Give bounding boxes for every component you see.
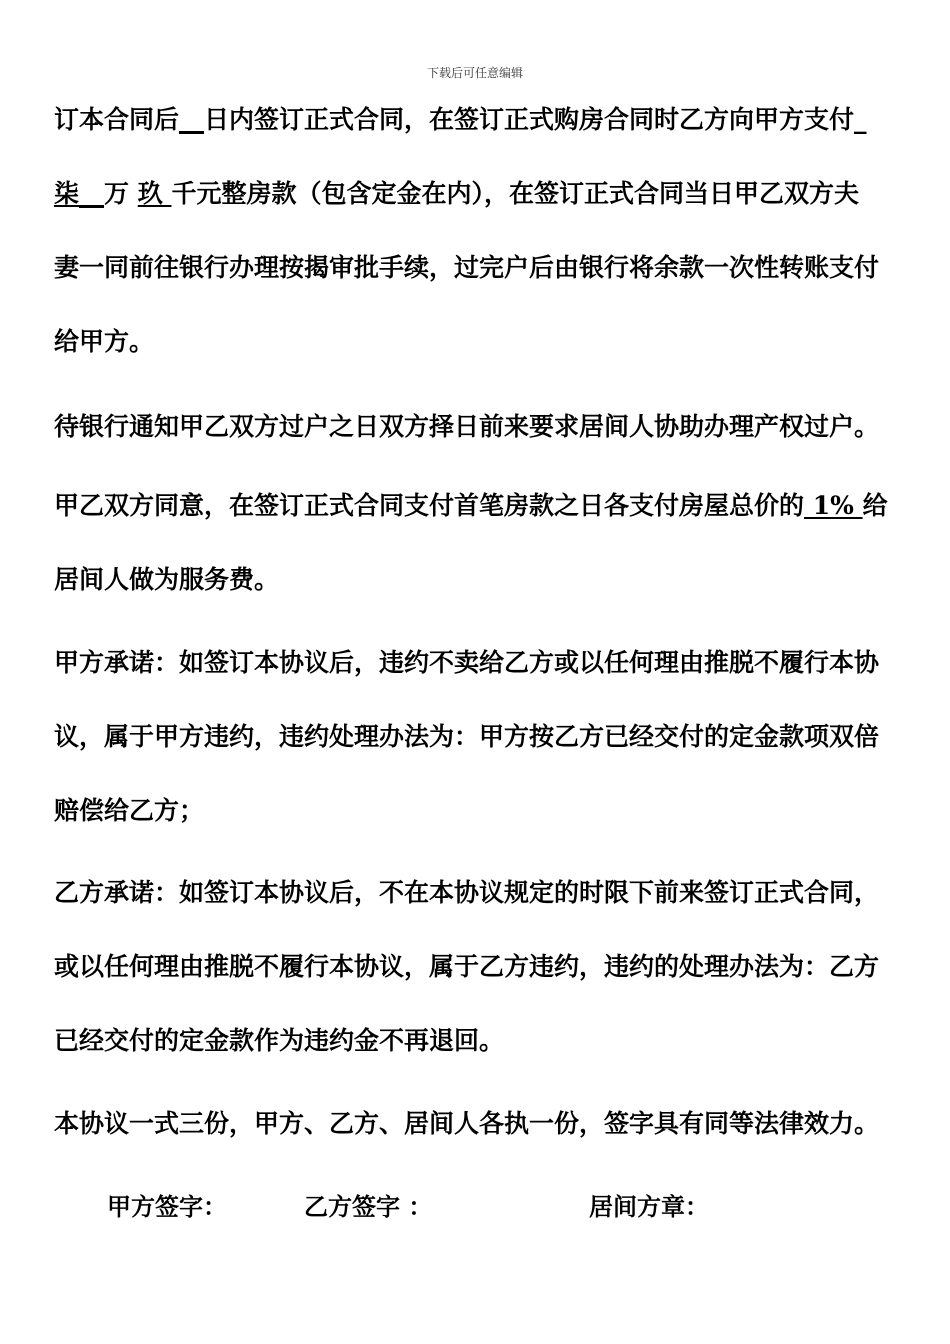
paragraph-2-line-1: 待银行通知甲乙双方过户之日双方择日前来要求居间人协助办理产权过户。: [54, 412, 880, 441]
text-segment: 订本合同后: [54, 105, 180, 134]
paragraph-1-line-3: 妻一同前往银行办理按揭审批手续，过完户后由银行将余款一次性转账支付: [54, 253, 880, 282]
text-segment: 万: [104, 179, 138, 208]
paragraph-1-line-1: [54, 103, 904, 137]
text-segment: 甲乙双方同意，在签订正式合同支付首笔房款之日各支付房屋总价的: [54, 491, 805, 520]
page-header: 下载后可任意编辑: [426, 66, 523, 80]
paragraph-5-line-2: 或以任何理由推脱不履行本协议，属于乙方违约，违约的处理办法为：乙方: [54, 952, 880, 981]
paragraph-1-line-2: [54, 177, 904, 211]
blank-days: __: [179, 105, 205, 134]
paragraph-4-line-3: 赔偿给乙方；: [54, 796, 205, 825]
service-fee-rate: 1%: [804, 491, 863, 520]
paragraph-6-line-1: 本协议一式三份，甲方、乙方、居间人各执一份，签字具有同等法律效力。: [54, 1109, 880, 1138]
amount-wan: 柒__: [54, 179, 105, 208]
paragraph-4-line-2: 议，属于甲方违约，违约处理办法为：甲方按乙方已经交付的定金款项双倍: [54, 722, 880, 751]
party-a-signature-label: 甲方签字：: [107, 1192, 227, 1221]
intermediary-seal-label: 居间方章：: [589, 1192, 709, 1221]
text-segment: 日内签订正式合同，在签订正式购房合同时乙方向甲方支付: [204, 105, 855, 134]
text-segment: 给: [862, 491, 888, 520]
text-segment: 千元整房款（包含定金在内），在签订正式合同当日甲乙双方夫: [171, 179, 859, 208]
paragraph-5-line-1: 乙方承诺：如签订本协议后，不在本协议规定的时限下前来签订正式合同，: [54, 878, 880, 907]
paragraph-4-line-1: 甲方承诺：如签订本协议后，违约不卖给乙方或以任何理由推脱不履行本协: [54, 648, 880, 677]
paragraph-3-line-1: [54, 489, 904, 523]
paragraph-5-line-3: 已经交付的定金款作为违约金不再退回。: [54, 1026, 505, 1055]
amount-qian: 玖: [137, 179, 172, 208]
paragraph-1-line-4: 给甲方。: [54, 327, 155, 356]
party-b-signature-label: 乙方签字 ：: [304, 1192, 433, 1221]
text-segment: _: [854, 105, 867, 134]
paragraph-3-line-2: 居间人做为服务费。: [54, 565, 280, 594]
